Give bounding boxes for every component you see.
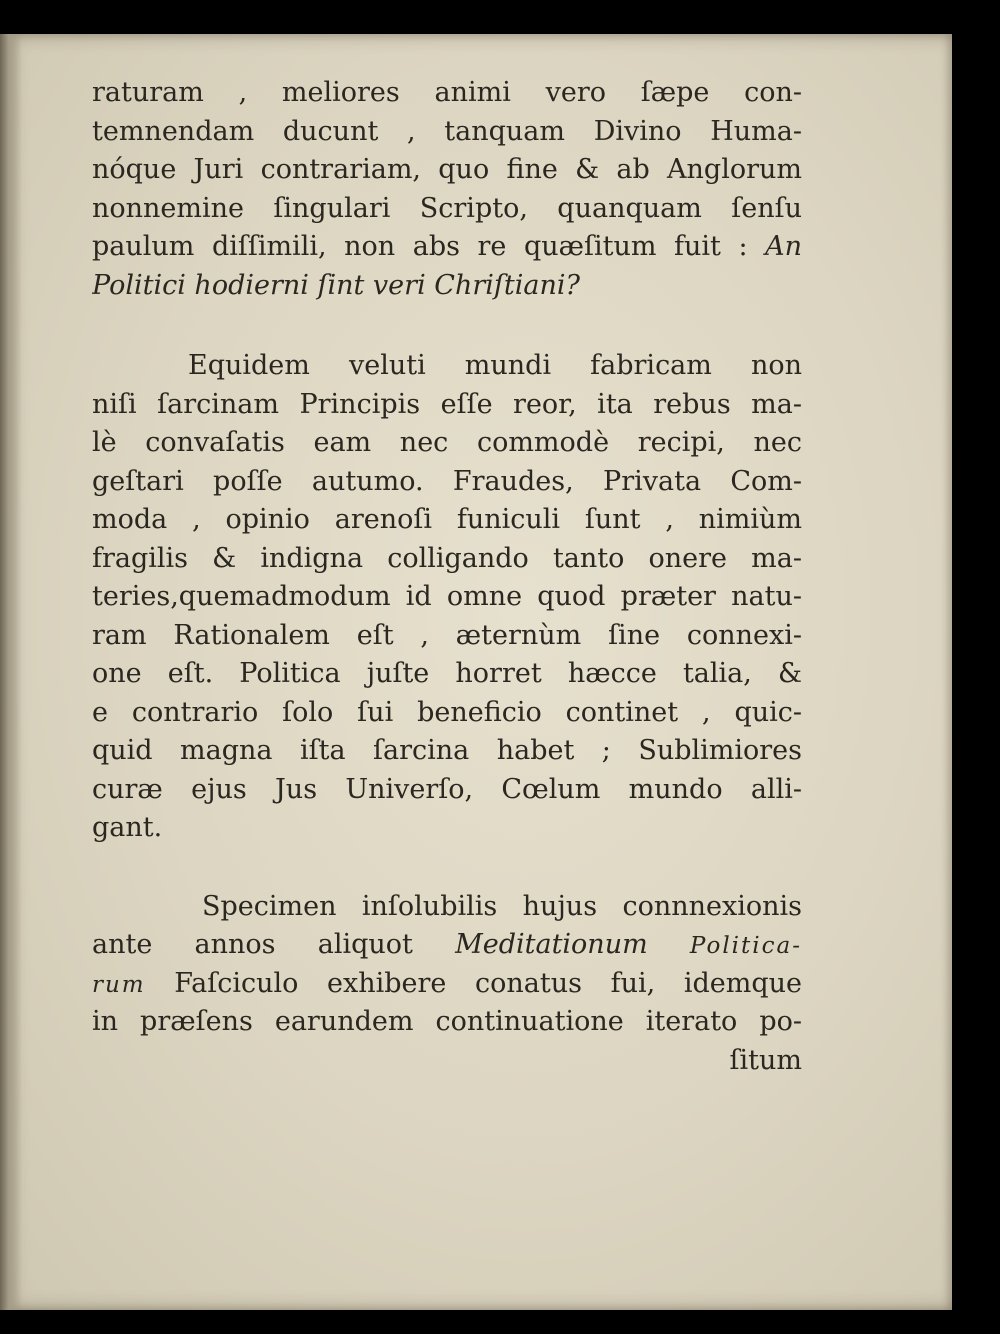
paragraph-gap	[92, 305, 802, 347]
text-run: nonnemine ſingulari Scripto, quanquam ſenſu	[92, 192, 802, 224]
text-line	[92, 424, 802, 463]
text-line	[92, 151, 802, 190]
italic-run: Politici hodierni ſint veri Chriſtiani?	[92, 269, 580, 301]
italic-run: An	[765, 231, 802, 262]
text-line	[92, 965, 802, 1004]
book-page	[0, 34, 952, 1310]
text-line	[92, 888, 802, 927]
text-line	[92, 617, 802, 656]
italic-run: rum	[92, 971, 146, 998]
text-run: Equidem veluti mundi fabricam non	[188, 350, 802, 381]
text-line	[92, 463, 802, 502]
text-run: quid magna iſta ſarcina habet ; Sublimiores	[92, 735, 802, 766]
text-line	[92, 74, 802, 113]
text-run: niſi ſarcinam Principis eſſe reor, ita rebus ma-	[92, 388, 802, 420]
text-run	[648, 929, 690, 960]
text-line	[92, 190, 802, 229]
text-run: one eſt. Politica juſte horret hæcce talia, &	[92, 658, 802, 689]
text-run: ram Rationalem eſt , æternùm ſine connexi-	[92, 619, 802, 651]
text-run: raturam , meliores animi vero ſæpe con-	[92, 77, 802, 108]
text-run: teries,quemadmodum id omne quod præter natu-	[92, 581, 802, 612]
text-line	[92, 1042, 802, 1081]
text-run: e contrario ſolo ſui beneficio continet , quic-	[92, 696, 802, 728]
italic-run: Politica-	[689, 933, 802, 959]
text-run: temnendam ducunt , tanquam Divino Huma-	[92, 115, 802, 147]
text-run: paulum diſſimili, non abs re quæſitum fuit :	[92, 231, 766, 262]
text-line	[92, 113, 802, 152]
text-line	[92, 732, 802, 771]
text-line	[92, 578, 802, 617]
text-run: curæ ejus Jus Univerſo, Cœlum mundo alli-	[92, 773, 802, 805]
text-line	[92, 809, 802, 848]
text-line	[92, 228, 802, 267]
text-line	[92, 386, 802, 425]
text-run: gant.	[92, 812, 163, 843]
text-line	[92, 694, 802, 733]
text-line	[92, 655, 802, 694]
text-run: geſtari poſſe autumo. Fraudes, Privata Com-	[92, 465, 802, 497]
paragraph-gap	[92, 848, 802, 888]
text-run: Faſciculo exhibere conatus fui, idemque	[145, 967, 802, 999]
text-line	[92, 267, 802, 306]
text-line	[92, 1003, 802, 1042]
text-run: nóque Juri contrariam, quo fine & ab Anglorum	[92, 154, 802, 185]
text-run: lè convaſatis eam nec commodè recipi, nec	[92, 427, 802, 458]
paragraph-1	[92, 74, 802, 305]
text-run: Specimen inſolubilis hujus connnexionis	[202, 890, 802, 922]
text-line	[92, 771, 802, 810]
paragraph-3	[92, 888, 802, 1081]
italic-run: Meditationum	[455, 929, 648, 960]
text-line	[92, 926, 802, 965]
text-line	[92, 347, 802, 386]
text-run: moda , opinio arenoſi funiculi ſunt , nimiùm	[92, 504, 802, 535]
text-run: ante annos aliquot	[92, 929, 456, 960]
page-text	[92, 74, 802, 1080]
text-line	[92, 540, 802, 579]
paragraph-2	[92, 347, 802, 848]
text-run: fragilis & indigna colligando tanto onere ma-	[92, 542, 802, 574]
text-line	[92, 501, 802, 540]
text-run: ſitum	[729, 1044, 802, 1076]
text-run: in præſens earundem continuatione iterato po-	[92, 1006, 802, 1037]
page-gutter	[0, 34, 22, 1310]
